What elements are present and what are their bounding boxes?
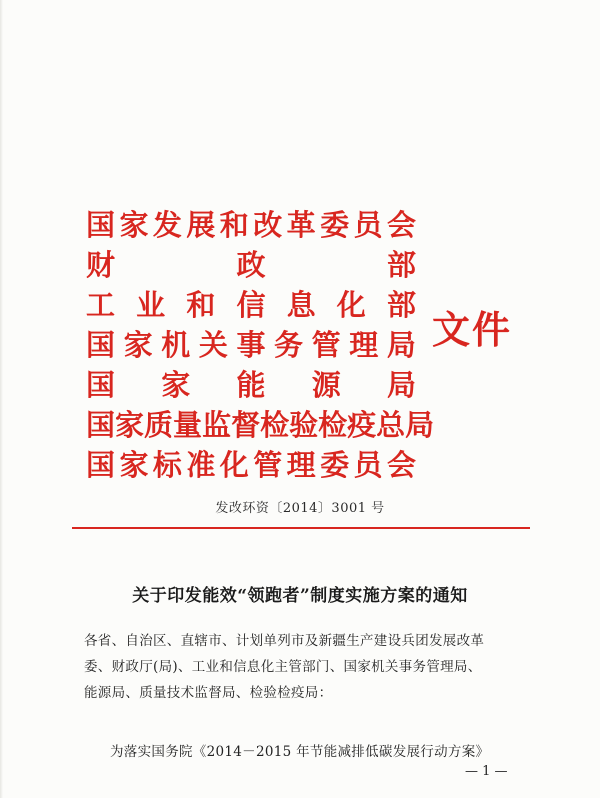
file-label: 文件 [432,307,513,352]
agency-ndrc: 国 家 发 展 和 改 革 委 员 会 [86,208,416,242]
agency-miit: 工 业 和 信 息 化 部 [86,288,416,322]
red-divider [72,527,530,529]
recipients [84,628,524,706]
agency-nea: 国 家 能 源 局 [86,368,416,402]
agency-sac: 国 家 标 准 化 管 理 委 员 会 [86,448,416,482]
body-paragraph-start: 为落实国务院《2014－2015 年节能减排低碳发展行动方案》 [110,744,490,760]
recipients-line: 能源局、质量技术监督局、检验检疫局： [84,685,333,701]
issuing-agencies [86,205,435,485]
page-edge [0,0,3,798]
document-title: 关于印发能效“领跑者”制度实施方案的通知 [132,586,468,606]
agency-aqsiq: 国 家 质 量 监 督 检 验 检 疫 总 局 [86,408,435,442]
document-number: 发改环资〔2014〕3001 号 [215,501,385,516]
recipients-line: 委、财政厅(局)、工业和信息化主管部门、国家机关事务管理局、 [84,659,482,675]
agency-ggj: 国 家 机 关 事 务 管 理 局 [86,328,416,362]
agency-mof: 财 政 部 [86,248,416,282]
page-number: — 1 — [465,764,508,779]
recipients-line: 各省、自治区、直辖市、计划单列市及新疆生产建设兵团发展改革 [84,633,485,649]
